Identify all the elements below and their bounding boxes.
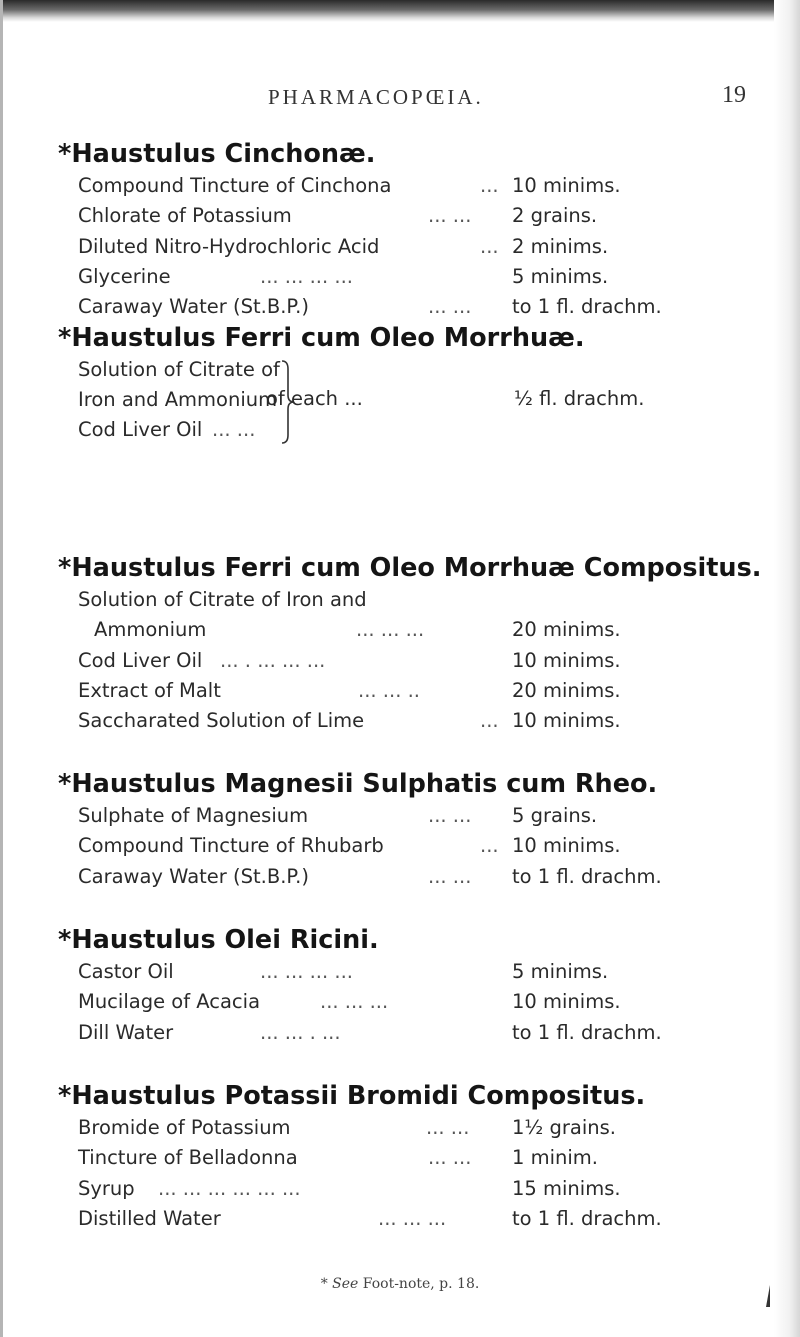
ingredient-quantity: 5 minims. xyxy=(512,264,609,288)
leader-dots: ... ... xyxy=(428,804,472,827)
ingredient-row xyxy=(58,415,758,445)
ingredient-row xyxy=(58,585,778,615)
ingredient-quantity: 10 minims. xyxy=(512,648,621,672)
footnote xyxy=(0,1276,800,1292)
footnote-ref: See xyxy=(332,1276,359,1292)
leader-dots: ... xyxy=(480,834,499,858)
ingredient-row xyxy=(58,615,778,645)
leader-dots: ... ... xyxy=(426,1116,470,1139)
recipe-haustulus-cinchonae xyxy=(58,138,778,322)
ingredient-name: Bromide of Potassium xyxy=(78,1116,291,1139)
page-number: 19 xyxy=(722,82,746,108)
ingredient-name: Cod Liver Oil xyxy=(78,648,203,672)
ingredient-row xyxy=(58,957,778,987)
ingredient-name: Tincture of Belladonna xyxy=(78,1146,298,1170)
ingredient-row xyxy=(58,987,778,1017)
ingredient-name: Glycerine xyxy=(78,264,171,288)
leader-dots: ... ... xyxy=(428,1146,472,1170)
ingredient-row xyxy=(58,385,758,415)
ingredient-name: Compound Tincture of Cinchona xyxy=(78,174,392,197)
ingredient-name: Caraway Water (St.B.P.) xyxy=(78,295,309,319)
leader-dots: ... xyxy=(480,234,499,258)
leader-dots: ... xyxy=(480,709,499,733)
ingredient-name: Castor Oil xyxy=(78,960,174,983)
ingredient-row xyxy=(58,676,778,706)
leader-dots: ... ... ... ... xyxy=(260,264,353,288)
corner-mark xyxy=(766,1285,770,1307)
ingredient-name: Diluted Nitro-Hydrochloric Acid xyxy=(78,234,380,258)
leader-dots: ... ... xyxy=(212,418,256,441)
ingredient-row xyxy=(58,232,778,262)
ingredient-row xyxy=(58,801,778,831)
ingredient-quantity: 10 minims. xyxy=(512,709,621,733)
ingredient-quantity: to 1 fl. drachm. xyxy=(512,295,662,319)
ingredient-quantity: 15 minims. xyxy=(512,1176,621,1200)
ingredient-row xyxy=(58,706,778,736)
brace-label: of each ... xyxy=(266,387,363,410)
ingredient-quantity: 10 minims. xyxy=(512,834,621,858)
ingredient-name: Solution of Citrate of Iron and xyxy=(78,588,367,611)
ingredient-row xyxy=(58,171,778,201)
recipe-title: *Haustulus Magnesii Sulphatis cum Rheo. xyxy=(58,769,658,799)
recipe-title: *Haustulus Cinchonæ. xyxy=(58,139,376,169)
ingredient-row xyxy=(58,1018,778,1048)
ingredient-quantity: ½ fl. drachm. xyxy=(514,387,645,410)
ingredient-quantity: 1½ grains. xyxy=(512,1116,616,1139)
ingredient-row xyxy=(58,201,778,231)
recipe-haustulus-ferri-cum-oleo-morrhuae xyxy=(58,322,778,450)
ingredient-quantity: to 1 fl. drachm. xyxy=(512,864,662,888)
ingredient-name: Distilled Water xyxy=(78,1206,221,1230)
ingredient-row xyxy=(58,831,778,861)
page-edge-left xyxy=(0,0,3,1337)
ingredient-row xyxy=(58,646,778,676)
ingredient-quantity: 10 minims. xyxy=(512,174,621,197)
ingredient-name: Compound Tincture of Rhubarb xyxy=(78,834,384,858)
ingredient-name: Chlorate of Potassium xyxy=(78,204,292,228)
ingredient-name: Caraway Water (St.B.P.) xyxy=(78,864,309,888)
ingredient-name: Sulphate of Magnesium xyxy=(78,804,309,827)
leader-dots: ... ... . ... xyxy=(260,1020,341,1044)
ingredient-name: Syrup xyxy=(78,1176,135,1200)
ingredient-quantity: 2 grains. xyxy=(512,204,598,228)
running-title: PHARMACOPŒIA. xyxy=(268,85,484,109)
recipe-haustulus-magnesii-sulphatis xyxy=(58,768,778,892)
leader-dots: ... ... xyxy=(428,864,472,888)
ingredient-name: Solution of Citrate of xyxy=(78,358,280,381)
ingredient-row xyxy=(58,1204,778,1234)
leader-dots: ... ... ... xyxy=(320,990,389,1014)
ingredient-quantity: 5 minims. xyxy=(512,960,609,983)
footnote-marker: * xyxy=(320,1276,328,1292)
ingredient-quantity: 10 minims. xyxy=(512,990,621,1014)
ingredient-name: Saccharated Solution of Lime xyxy=(78,709,365,733)
recipe-haustulus-potassii-bromidi xyxy=(58,1080,778,1234)
ingredient-quantity: 20 minims. xyxy=(512,618,621,642)
recipe-title: *Haustulus Ferri cum Oleo Morrhuæ. xyxy=(58,323,585,353)
ingredient-name: Iron and Ammonium xyxy=(78,388,278,411)
leader-dots: ... ... ... xyxy=(378,1206,447,1230)
leader-dots: ... . ... ... ... xyxy=(220,648,326,672)
page-edge-top xyxy=(0,0,800,22)
ingredient-row xyxy=(58,1174,778,1204)
recipe-haustulus-olei-ricini xyxy=(58,924,778,1048)
leader-dots: ... xyxy=(480,174,499,197)
recipe-haustulus-ferri-compositus xyxy=(58,552,778,736)
ingredient-name: Ammonium xyxy=(94,618,207,642)
ingredient-name: Dill Water xyxy=(78,1020,174,1044)
leader-dots: ... ... ... ... xyxy=(260,960,353,983)
leader-dots: ... ... .. xyxy=(358,678,420,702)
ingredient-quantity: to 1 fl. drachm. xyxy=(512,1020,662,1044)
recipe-title: *Haustulus Olei Ricini. xyxy=(58,925,379,955)
ingredient-quantity: 2 minims. xyxy=(512,234,609,258)
ingredient-row xyxy=(58,862,778,892)
recipe-title: *Haustulus Potassii Bromidi Compositus. xyxy=(58,1081,646,1111)
leader-dots: ... ... ... ... ... ... xyxy=(158,1176,301,1200)
leader-dots: ... ... xyxy=(428,204,472,228)
ingredient-quantity: to 1 fl. drachm. xyxy=(512,1206,662,1230)
ingredient-row xyxy=(58,292,778,322)
ingredient-name: Mucilage of Acacia xyxy=(78,990,261,1014)
recipe-title: *Haustulus Ferri cum Oleo Morrhuæ Compositus. xyxy=(58,553,762,583)
ingredient-name: Cod Liver Oil xyxy=(78,418,203,441)
running-head xyxy=(0,82,800,115)
ingredient-row xyxy=(58,1113,778,1143)
leader-dots: ... ... ... xyxy=(356,618,425,642)
ingredient-row xyxy=(58,262,778,292)
ingredient-name: Extract of Malt xyxy=(78,678,221,702)
ingredient-quantity: 1 minim. xyxy=(512,1146,598,1170)
ingredient-quantity: 20 minims. xyxy=(512,678,621,702)
ingredient-row xyxy=(58,1143,778,1173)
brace-group xyxy=(58,355,778,450)
leader-dots: ... ... xyxy=(428,295,472,319)
footnote-text: Foot-note, p. 18. xyxy=(362,1276,480,1292)
ingredient-quantity: 5 grains. xyxy=(512,804,598,827)
ingredient-row xyxy=(58,355,758,385)
